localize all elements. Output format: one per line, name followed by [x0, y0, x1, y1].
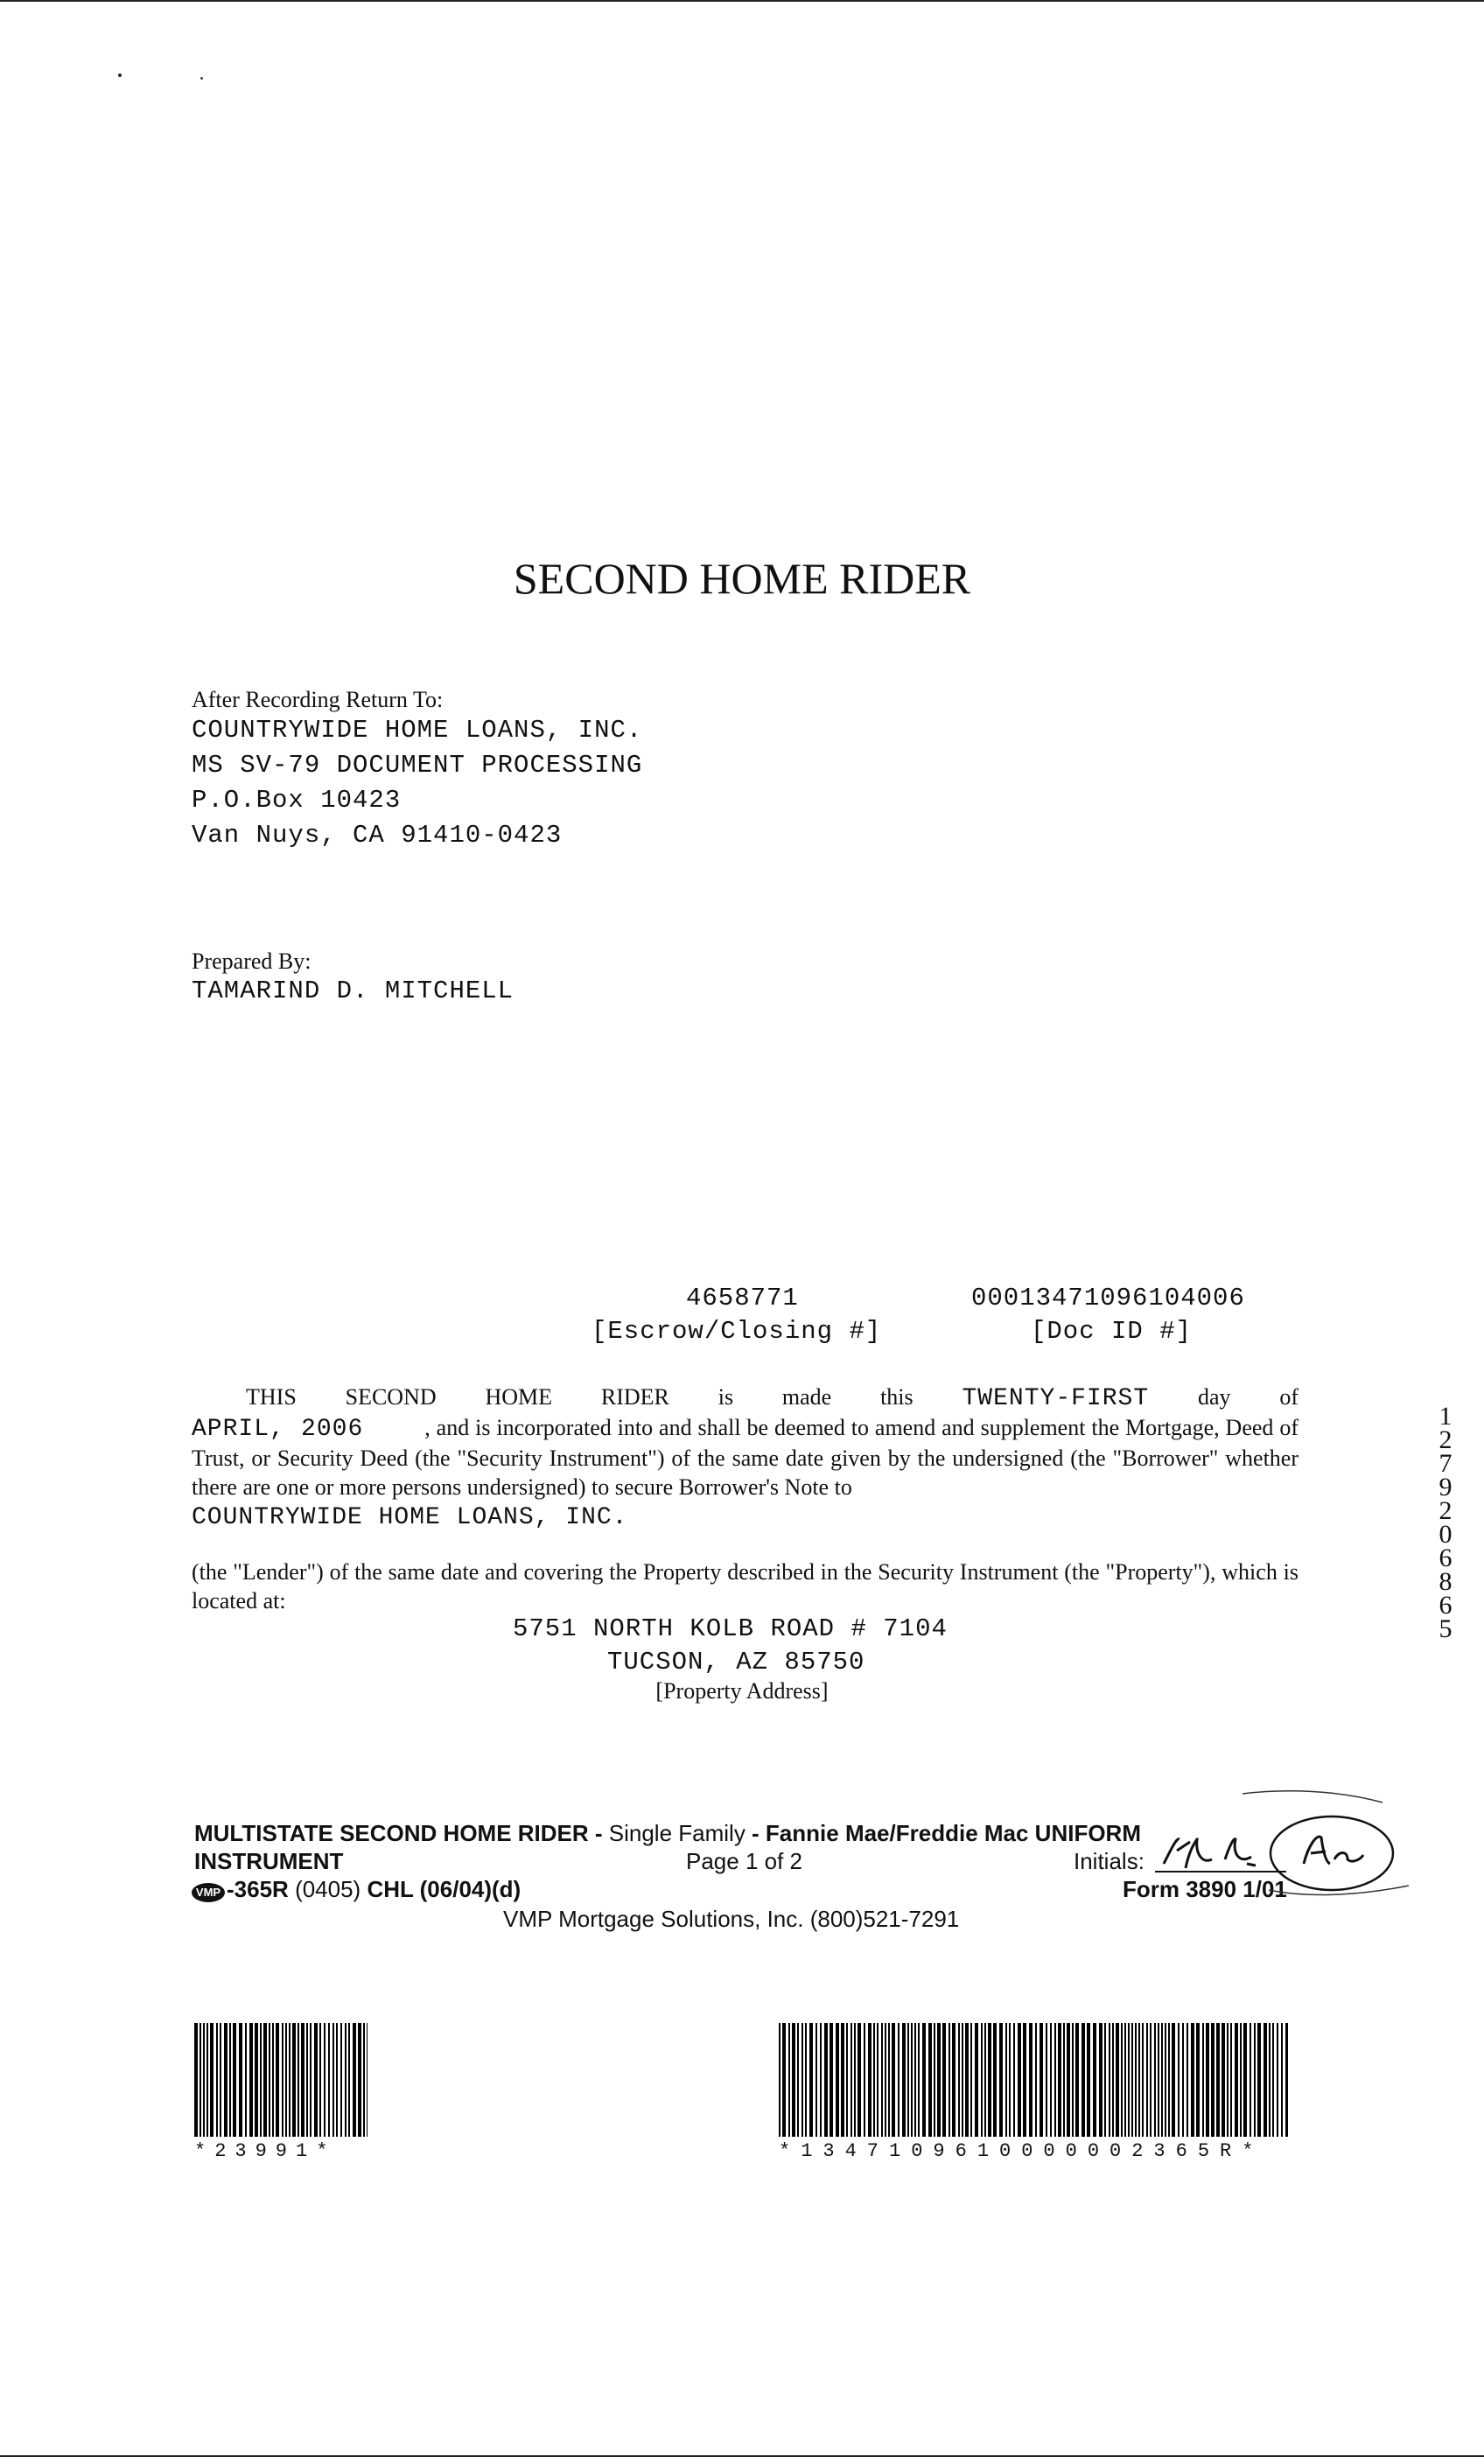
property-address-line2: TUCSON, AZ 85750	[607, 1648, 865, 1676]
property-address-line1: 5751 NORTH KOLB ROAD # 7104	[513, 1614, 948, 1643]
form-title-normal: Single Family	[602, 1820, 752, 1846]
barcode-left	[194, 2023, 368, 2162]
rider-word: SECOND	[345, 1384, 437, 1410]
page-number: Page 1 of 2	[686, 1848, 802, 1874]
barcode-text: *1347109610000002365R*	[779, 2140, 1264, 2162]
doc-id-label: [Doc ID #]	[1031, 1317, 1193, 1346]
rider-word: made	[781, 1384, 832, 1410]
rider-word: this	[880, 1384, 914, 1410]
form-title	[194, 1820, 1141, 1847]
rider-word: THIS	[246, 1384, 297, 1410]
rider-day: TWENTY-FIRST	[962, 1385, 1150, 1412]
form-title-bold2: - Fannie Mae/Freddie Mac UNIFORM	[752, 1820, 1141, 1846]
side-recording-digits: 12792 06865	[1438, 1402, 1452, 1643]
property-address-label: [Property Address]	[655, 1678, 829, 1704]
scan-edge-top	[0, 0, 1484, 2]
form-number: Form 3890 1/01	[1123, 1876, 1287, 1902]
rider-paragraph	[192, 1382, 1298, 1532]
rider-lender-name: COUNTRYWIDE HOME LOANS, INC.	[192, 1504, 628, 1531]
form-code: -365R	[227, 1876, 289, 1902]
barcode-bar	[1285, 2023, 1288, 2137]
form-code-line	[227, 1876, 521, 1903]
rider-month-year: APRIL, 2006	[192, 1416, 364, 1443]
escrow-label: [Escrow/Closing #]	[592, 1317, 882, 1346]
rider-first-line	[192, 1382, 1298, 1413]
side-recording-number	[1435, 1404, 1456, 1641]
barcode-bars	[779, 2023, 1288, 2137]
form-code-date: (0405)	[295, 1876, 361, 1902]
escrow-number: 4658771	[686, 1284, 799, 1312]
chl-code: CHL (06/04)(d)	[367, 1876, 522, 1902]
form-instrument: INSTRUMENT	[194, 1848, 344, 1874]
rider-word: is	[718, 1384, 734, 1410]
handwritten-initials-signature	[1138, 1785, 1426, 1916]
doc-id: 00013471096104006	[971, 1284, 1245, 1312]
initials-label: Initials:	[1074, 1848, 1144, 1874]
return-address-line: Van Nuys, CA 91410-0423	[192, 821, 563, 850]
barcode-bars	[194, 2023, 368, 2137]
vmp-logo: VMP	[192, 1883, 225, 1902]
prepared-by-label: Prepared By:	[192, 948, 312, 974]
scan-dot	[200, 77, 203, 80]
barcode-right	[779, 2023, 1288, 2162]
preparer-name: TAMARIND D. MITCHELL	[192, 976, 514, 1005]
vendor-info: VMP Mortgage Solutions, Inc. (800)521-7291	[503, 1906, 960, 1932]
document-title: SECOND HOME RIDER	[513, 554, 971, 603]
rider-word: of	[1279, 1384, 1299, 1410]
return-address-line: COUNTRYWIDE HOME LOANS, INC.	[192, 716, 643, 745]
rider-body-text: , and is incorporated into and shall be deemed to amend and supplement the Mortgage, Deed of Trust, or Security Deed (the "Security Instrument") of the same date given by the undersigned (the "Borrower" whether there are one or more persons undersigned) to secure Borrower's Note to	[192, 1415, 1298, 1500]
form-title-bold: MULTISTATE SECOND HOME RIDER -	[194, 1820, 603, 1846]
barcode-bar	[367, 2023, 368, 2137]
return-address-line: MS SV-79 DOCUMENT PROCESSING	[192, 751, 643, 780]
scan-edge-bottom	[0, 2455, 1484, 2457]
rider-word: RIDER	[600, 1384, 669, 1410]
lender-paragraph: (the "Lender") of the same date and covering the Property described in the Security Instrument (the "Property"), which is located at:	[192, 1559, 1298, 1614]
return-address-line: P.O.Box 10423	[192, 786, 402, 815]
rider-word: HOME	[485, 1384, 553, 1410]
barcode-text: *23991*	[194, 2140, 337, 2162]
scan-dot	[118, 74, 122, 77]
rider-word: day	[1197, 1384, 1231, 1410]
return-to-label: After Recording Return To:	[192, 687, 444, 712]
